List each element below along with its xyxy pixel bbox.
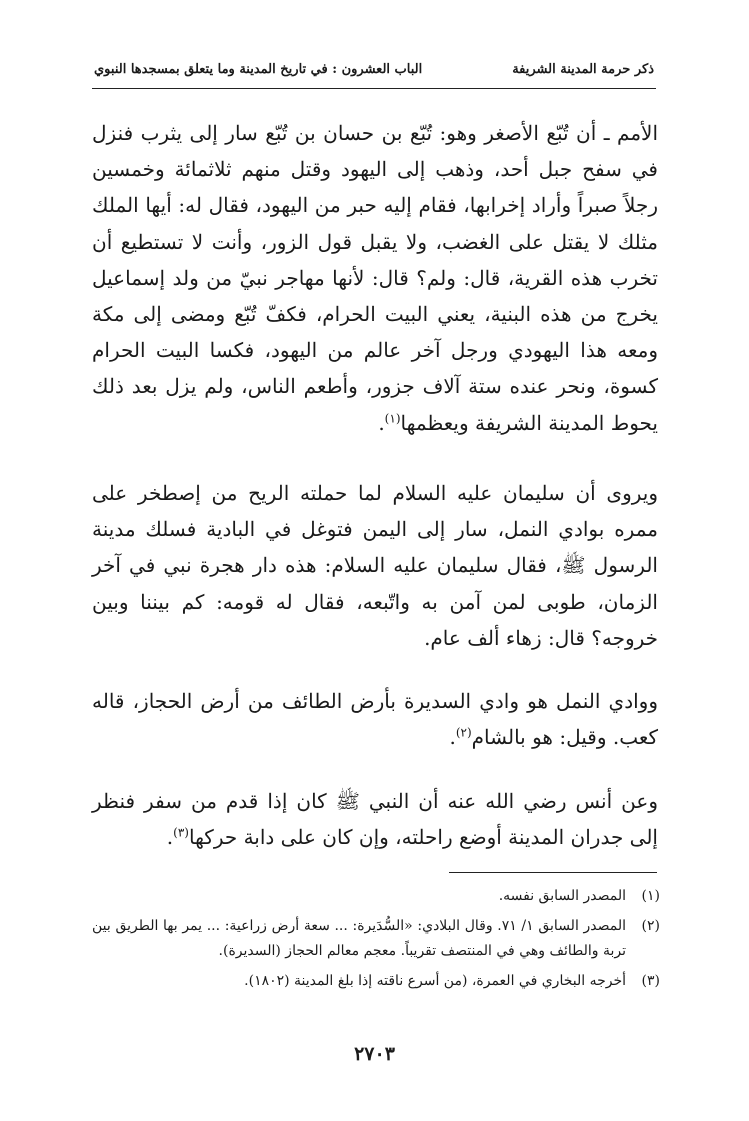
paragraph-text: الأمم ـ أن تُبّع الأصغر وهو: تُبّع بن حسان بن تُبّع سار إلى يثرب فنزل في سفح جبل أحد، وذهب إلى اليهود وقتل منهم ثلاثمائة وخمسين رجلاً صبراً وأراد إخرابها، فقام إليه حبر من اليهود، فقال له: أيها الملك مثلك لا يقتل على الغضب، ولا يقبل قول الزور، وأنت لا تستطيع أن تخرب هذه القرية، قال: ولم؟ قال: لأنها مهاجر نبيّ من ولد إسماعيل يخرج من هذه البنية، يعني البيت الحرام، فكفّ تُبّع ومضى إلى مكة ومعه هذا اليهودي ورجل آخر عالم من اليهود، فكسا البيت الحرام كسوة، ونحر عنده ستة آلاف جزور، وأطعم الناس، ولم يزل بعد ذلك يحوط المدينة الشريفة ويعظمها <box>92 121 658 435</box>
footnote-ref-3: (٣) <box>173 825 189 840</box>
footnote-2 <box>92 914 660 964</box>
paragraph-anas <box>92 783 658 855</box>
paragraph-tubba <box>92 115 658 441</box>
footnote-separator <box>449 872 657 873</box>
paragraph-text: ووادي النمل هو وادي السديرة بأرض الطائف من أرض الحجاز، قاله كعب. وقيل: هو بالشام <box>92 689 658 750</box>
footnote-text: المصدر السابق ١/ ٧١. وقال البلادي: «السُّدَيرة: ... سعة أرض زراعية: ... يمر بها الطريق بين تربة والطائف وهي في المنتصف تقريباً. معجم معالم الحجاز (السديرة). <box>92 918 626 959</box>
paragraph-end: . <box>449 725 456 750</box>
footnote-number: (٢) <box>641 918 660 934</box>
footnotes <box>92 884 660 999</box>
footnote-ref-1: (١) <box>384 410 401 425</box>
footnote-1 <box>92 884 660 909</box>
footnote-text: المصدر السابق نفسه. <box>498 888 626 904</box>
footnote-number: (٣) <box>641 973 660 989</box>
paragraph-end: . <box>166 825 174 850</box>
paragraph-text: ويروى أن سليمان عليه السلام لما حملته الريح من إصطخر على ممره بوادي النمل، سار إلى اليمن فتوغل في البادية فسلك مدينة الرسول ﷺ، فقال سليمان عليه السلام: هذه دار هجرة نبي في آخر الزمان، طوبى لمن آمن به واتّبعه، فقال له قومه: كم بيننا وبين خروجه؟ قال: زهاء ألف عام. <box>92 481 658 650</box>
footnote-text: أخرجه البخاري في العمرة، (من أسرع ناقته إذا بلغ المدينة (١٨٠٢). <box>244 973 626 989</box>
paragraph-sulayman <box>92 475 658 656</box>
page-number: ٢٧٠٣ <box>354 1043 395 1065</box>
paragraph-end: . <box>378 410 385 435</box>
footnote-number: (١) <box>641 888 660 904</box>
footnote-3 <box>92 969 660 994</box>
header-chapter-title: الباب العشرون : في تاريخ المدينة وما يتعلق بمسجدها النبوي <box>94 62 423 77</box>
footnote-ref-2: (٢) <box>455 725 472 740</box>
running-header <box>92 58 656 89</box>
header-section-title: ذكر حرمة المدينة الشريفة <box>512 62 654 77</box>
paragraph-text: وعن أنس رضي الله عنه أن النبي ﷺ كان إذا قدم من سفر فنظر إلى جدران المدينة أوضع راحلته، وإن كان على دابة حركها <box>92 789 658 850</box>
paragraph-wadi-naml <box>92 683 658 755</box>
